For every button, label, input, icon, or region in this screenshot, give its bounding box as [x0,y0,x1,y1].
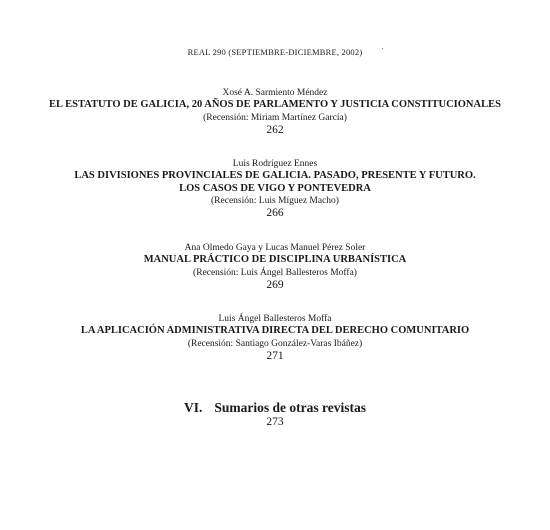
entry-title: EL ESTATUTO DE GALICIA, 20 AÑOS DE PARLAMENTO Y JUSTICIA CONSTITUCIONALES [49,99,501,110]
entry-author: Ana Olmedo Gaya y Lucas Manuel Pérez Soler [184,243,366,253]
toc-entry [10,242,540,292]
entry-reviewer: (Recensión: Luis Ángel Ballesteros Moffa) [193,267,357,278]
entry-title: LAS DIVISIONES PROVINCIALES DE GALICIA. PASADO, PRESENTE Y FUTURO. [74,170,476,181]
toc-entry [10,158,540,220]
section-heading-block [0,400,550,429]
entry-title: LA APLICACIÓN ADMINISTRATIVA DIRECTA DEL DERECHO COMUNITARIO [80,325,470,336]
entry-author: Xosé A. Sarmiento Méndez [222,88,328,98]
running-header: REAL 290 (SEPTIEMBRE-DICIEMBRE, 2002) [187,47,363,57]
entry-author: Luis Ángel Ballesteros Moffa [218,314,332,324]
entry-reviewer: (Recensión: Luis Míguez Macho) [211,196,339,206]
entry-page-number: 271 [266,349,284,362]
entry-reviewer: (Recensión: Santiago González-Varas Ibáñez) [187,338,363,349]
toc-entry [10,313,540,363]
entry-reviewer: (Recensión: Miriam Martínez García) [203,112,347,123]
section-label: Sumarios de otras revistas [214,400,366,415]
section-title [0,400,550,416]
section-number: VI. [183,400,203,415]
section-page-number: 273 [266,416,284,428]
entry-title: MANUAL PRÁCTICO DE DISCIPLINA URBANÍSTICA [143,254,407,265]
entry-author: Luis Rodríguez Ennes [232,159,318,169]
entry-page-number: 262 [266,123,284,136]
toc-entry [10,87,540,137]
entry-title-continued: LOS CASOS DE VIGO Y PONTEVEDRA [179,182,371,194]
entry-page-number: 269 [266,278,284,291]
entry-page-number: 266 [266,207,284,219]
